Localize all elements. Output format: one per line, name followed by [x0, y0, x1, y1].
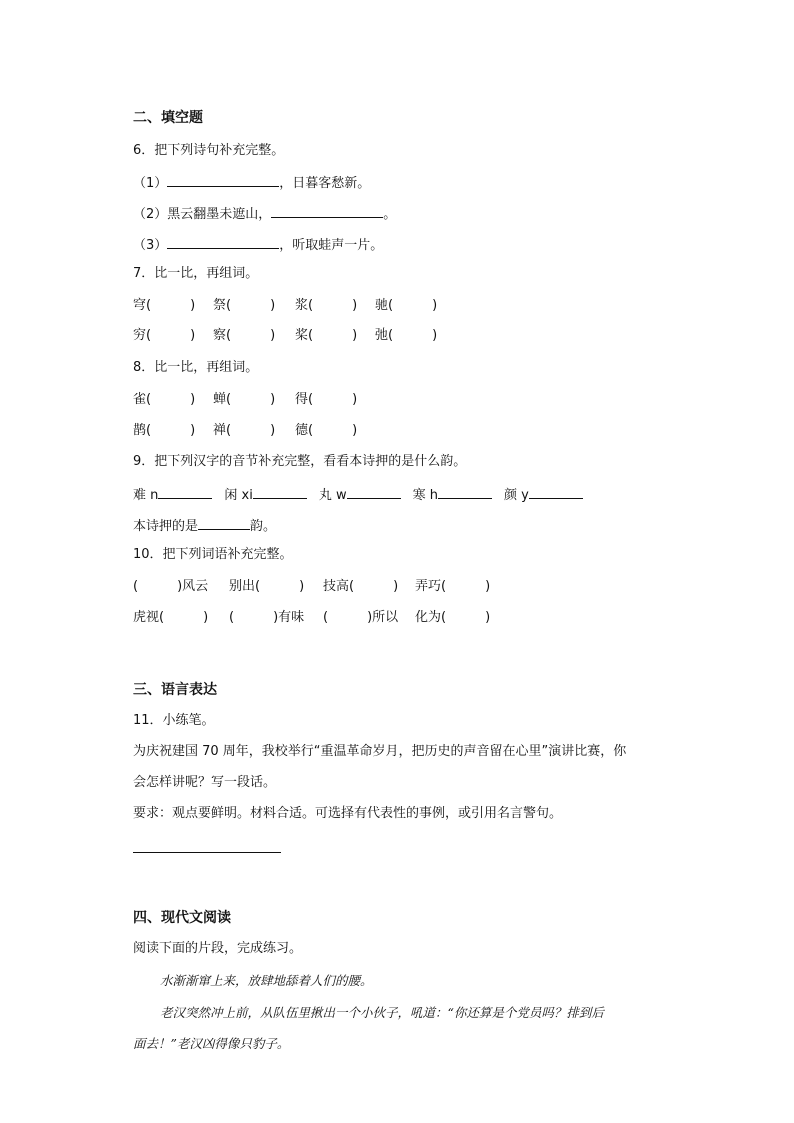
word-cell[interactable]: 浆( )	[295, 298, 358, 313]
idiom-cell[interactable]: 虎视( )	[133, 610, 209, 625]
word-cell[interactable]: 弛( )	[375, 328, 438, 343]
q10-row-2	[133, 610, 507, 626]
word-cell[interactable]: 德( )	[295, 423, 358, 438]
idiom-cell[interactable]: 别出( )	[229, 579, 305, 594]
answer-blank[interactable]	[198, 516, 250, 530]
q7-row-1	[133, 298, 455, 314]
word-cell[interactable]: 蝉( )	[213, 392, 276, 407]
writing-answer-line[interactable]	[133, 852, 281, 853]
answer-blank[interactable]	[158, 485, 212, 499]
q6-item-number: （1）	[133, 176, 168, 191]
idiom-cell[interactable]: 弄巧( )	[415, 579, 491, 594]
q6-item-number: （2）	[133, 207, 168, 222]
section-heading-fill-blank: 二、填空题	[133, 110, 203, 126]
answer-blank[interactable]	[271, 204, 383, 218]
word-cell[interactable]: 察( )	[213, 328, 276, 343]
word-cell[interactable]: 穹( )	[133, 298, 196, 313]
rhyme-suffix: 韵。	[250, 519, 277, 534]
word-cell[interactable]: 得( )	[295, 392, 358, 407]
q8-row-2	[133, 423, 375, 439]
word-cell[interactable]: 雀( )	[133, 392, 196, 407]
word-cell[interactable]: 穷( )	[133, 328, 196, 343]
rhyme-label: 本诗押的是	[133, 519, 199, 534]
idiom-cell[interactable]: 技高( )	[323, 579, 399, 594]
word-cell[interactable]: 禅( )	[213, 423, 276, 438]
q8-prompt: 8．比一比，再组词。	[133, 360, 259, 375]
answer-blank[interactable]	[167, 235, 279, 249]
section-heading-modern-reading: 四、现代文阅读	[133, 910, 231, 926]
q6-item-2	[133, 204, 396, 223]
q6-item-text: ，听取蛙声一片。	[279, 238, 384, 253]
q6-item-text: 。	[383, 207, 397, 222]
q9-prompt: 9．把下列汉字的音节补充完整，看看本诗押的是什么韵。	[133, 454, 467, 469]
idiom-cell[interactable]: ( )有味	[229, 610, 305, 625]
q6-item-text: ，日暮客愁新。	[279, 176, 371, 191]
reading-intro: 阅读下面的片段，完成练习。	[133, 941, 303, 956]
q7-prompt: 7．比一比，再组词。	[133, 266, 259, 281]
syllable-label: 颜 y	[503, 488, 529, 503]
passage-line-2: 老汉突然冲上前，从队伍里揪出一个小伙子，吼道：“你还算是个党员吗？排到后	[160, 1005, 604, 1020]
syllable-label: 闲 xi	[224, 488, 253, 503]
passage-line-3: 面去！”老汉凶得像只豹子。	[133, 1036, 290, 1051]
syllable-label: 难 n	[133, 488, 159, 503]
q6-prompt: 6．把下列诗句补充完整。	[133, 143, 285, 158]
q11-instruction-line-1: 为庆祝建国 70 周年，我校举行“重温革命岁月，把历史的声音留在心里”演讲比赛，你	[133, 744, 627, 759]
q7-row-2	[133, 328, 455, 344]
word-cell[interactable]: 桨( )	[295, 328, 358, 343]
passage-line-1: 水渐渐窜上来，放肆地舔着人们的腰。	[160, 973, 373, 988]
q6-item-text: 黑云翻墨未遮山，	[167, 207, 272, 222]
q8-row-1	[133, 392, 375, 408]
syllable-label: 寒 h	[412, 488, 438, 503]
word-cell[interactable]: 祭( )	[213, 298, 276, 313]
section-heading-language-expression: 三、语言表达	[133, 682, 217, 698]
answer-blank[interactable]	[253, 485, 307, 499]
answer-blank[interactable]	[347, 485, 401, 499]
q10-row-1	[133, 579, 507, 595]
q9-rhyme	[133, 516, 276, 535]
idiom-cell[interactable]: 化为( )	[415, 610, 491, 625]
word-cell[interactable]: 驰( )	[375, 298, 438, 313]
answer-blank[interactable]	[529, 485, 583, 499]
q11-instruction-line-2: 会怎样讲呢？写一段话。	[133, 775, 277, 790]
syllable-label: 丸 w	[318, 488, 347, 503]
q6-item-number: （3）	[133, 238, 168, 253]
q6-item-1	[133, 173, 370, 192]
q9-syllables	[133, 485, 583, 504]
idiom-cell[interactable]: ( )风云	[133, 579, 209, 594]
q11-requirements: 要求：观点要鲜明。材料合适。可选择有代表性的事例，或引用名言警句。	[133, 806, 563, 821]
word-cell[interactable]: 鹊( )	[133, 423, 196, 438]
q10-prompt: 10．把下列词语补充完整。	[133, 547, 293, 562]
answer-blank[interactable]	[438, 485, 492, 499]
idiom-cell[interactable]: ( )所以	[323, 610, 399, 625]
answer-blank[interactable]	[167, 173, 279, 187]
q11-prompt: 11．小练笔。	[133, 713, 215, 728]
q6-item-3	[133, 235, 383, 254]
